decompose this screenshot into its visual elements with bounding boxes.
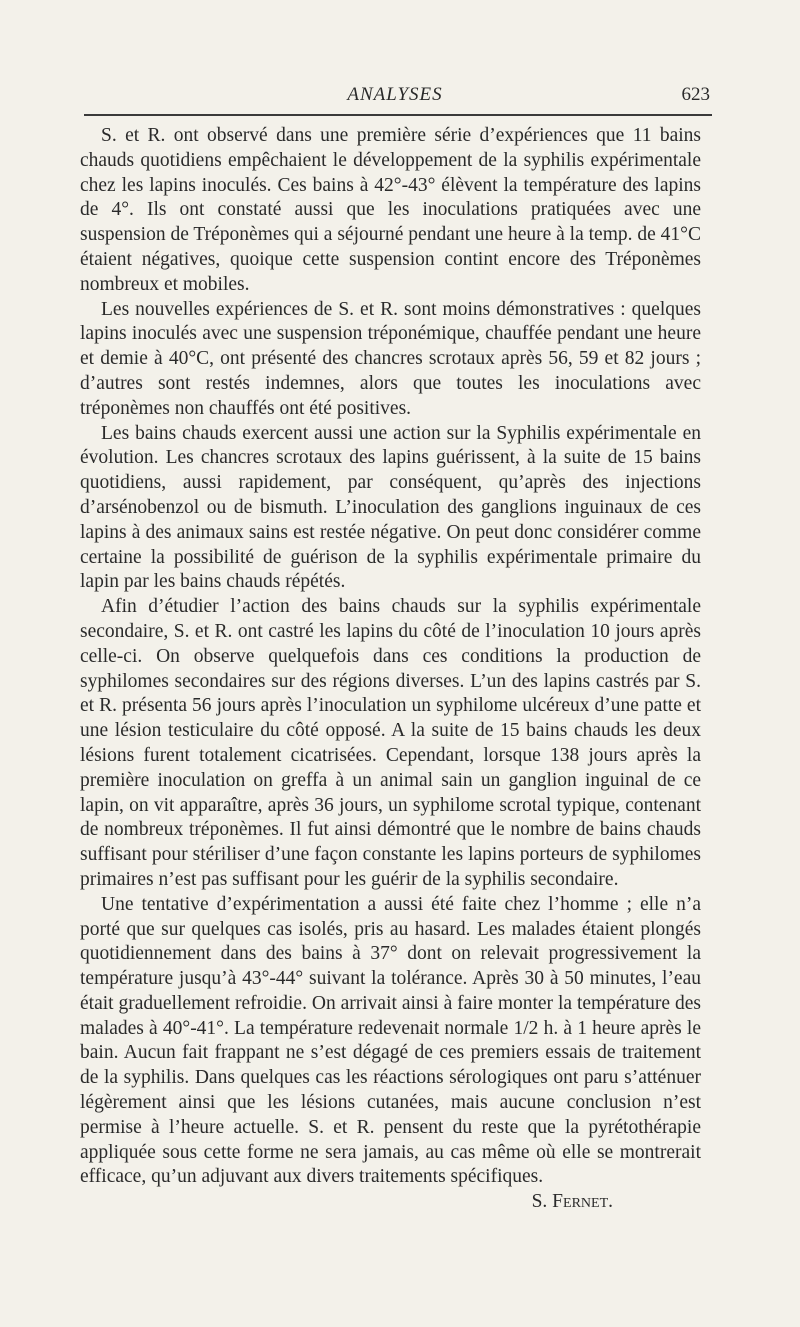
page-number: 623 [681, 84, 710, 105]
header-rule [84, 114, 712, 116]
paragraph-5: Une tentative d’expérimentation a aussi été faite chez l’homme ; elle n’a porté que sur quelques cas isolés, pris au hasard. Les malades étaient plongés quotidiennement dans des bains à 37° dont on relevait progressivement la température jusqu’à 43°-44° suivant la tolérance. Après 30 à 50 minutes, l’eau était graduellement refroidie. On arrivait ainsi à faire monter la température des malades à 40°-41°. La température redevenait normale 1/2 h. à 1 heure après le bain. Aucun fait frappant ne s’est dégagé de ces premiers essais de traitement de la syphilis. Dans quelques cas les réactions sérologiques ont paru s’atténuer légèrement ainsi que les lésions cutanées, mais aucune conclusion n’est permise à l’heure actuelle. S. et R. pensent du reste que la pyrétothérapie appliquée sous cette forme ne sera jamais, au cas même où elle se montrerait efficace, qu’un adjuvant aux divers traitements spécifiques. [80, 893, 701, 1188]
article-body [80, 124, 701, 1215]
running-title: ANALYSES [347, 84, 443, 105]
paragraph-2: Les nouvelles expériences de S. et R. sont moins démonstratives : quelques lapins inoculés avec une suspension tréponémique, chauffée pendant une heure et demie à 40°C, ont présenté des chancres scrotaux après 56, 59 et 82 jours ; d’autres sont restés indemnes, alors que toutes les inoculations avec tréponèmes non chauffés ont été positives. [80, 298, 701, 419]
page-header [78, 84, 712, 110]
paragraph-5-container [80, 893, 701, 1213]
paragraph-3: Les bains chauds exercent aussi une action sur la Syphilis expérimentale en évolution. Les chancres scrotaux des lapins guérissent, à la suite de 15 bains quotidiens, aussi rapidement, par conséquent, qu’après des injections d’arsénobenzol ou de bismuth. L’inoculation des ganglions inguinaux de ces lapins à des animaux sains est restée négative. On peut donc considérer comme certaine la possibilité de guérison de la syphilis expérimentale primaire du lapin par les bains chauds répétés. [80, 422, 701, 593]
paragraph-1: S. et R. ont observé dans une première série d’expériences que 11 bains chauds quotidiens empêchaient le développement de la syphilis expérimentale chez les lapins inoculés. Ces bains à 42°-43° élèvent la température des lapins de 4°. Ils ont constaté aussi que les inoculations pratiquées avec une suspension de Tréponèmes qui a séjourné pendant une heure à la temp. de 41°C étaient négatives, quoique cette suspension contint encore des Tréponèmes nombreux et mobiles. [80, 125, 701, 295]
author-signature: S. Fernet. [531, 1191, 613, 1213]
paragraph-4: Afin d’étudier l’action des bains chauds sur la syphilis expérimentale secondaire, S. et R. ont castré les lapins du côté de l’inoculation 10 jours après celle-ci. On observe quelquefois dans ces conditions la production de syphilomes secondaires sur des régions diverses. L’un des lapins castrés par S. et R. présenta 56 jours après l’inoculation un syphilome ulcéreux d’une patte et une lésion testiculaire du côté opposé. A la suite de 15 bains chauds les deux lésions furent totalement cicatrisées. Cependant, lorsque 138 jours après la première inoculation on greffa à un animal sain un ganglion inguinal de ce lapin, on vit apparaître, après 36 jours, un syphilome scrotal typique, contenant de nombreux tréponèmes. Il fut ainsi démontré que le nombre de bains chauds suffisant pour stériliser d’une façon constante les lapins porteurs de syphilomes primaires n’est pas suffisant pour les guérir de la syphilis secondaire. [80, 596, 701, 890]
